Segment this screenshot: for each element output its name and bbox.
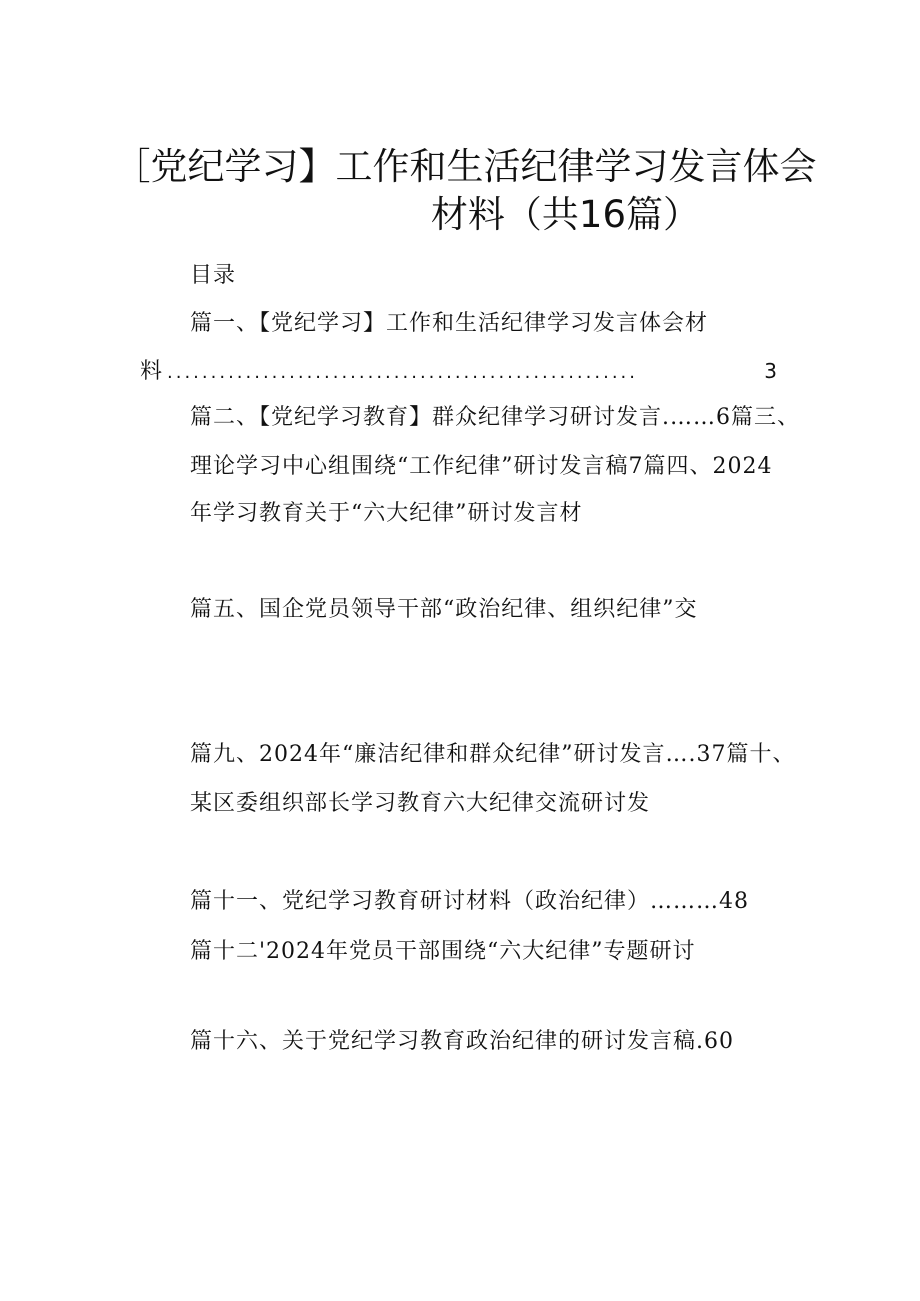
toc-leader-dots: ...................................................... [167, 362, 638, 383]
toc-entry-5: 篇五、国企党员领导干部“政治纪律、组织纪律”交 [190, 597, 698, 622]
toc-entry-10: 某区委组织部长学习教育六大纪律交流研讨发 [190, 791, 651, 816]
toc-heading: 目录 [190, 263, 237, 288]
document-title-line1: ［党纪学习】工作和生活纪律学习发言体会 [113, 145, 817, 188]
toc-entry-1-continuation [140, 354, 778, 385]
toc-page-number: 3 [764, 359, 778, 383]
toc-entry-1-tail: 料 [140, 359, 164, 384]
toc-entry-11: 篇十一、党纪学习教育研讨材料（政治纪律）………48 [190, 889, 749, 914]
toc-entry-2: 篇二、【党纪学习教育】群众纪律学习研讨发言.……6篇三、 [190, 405, 800, 430]
toc-entry-4: 年学习教育关于“六大纪律”研讨发言材 [190, 501, 583, 526]
toc-entry-3: 理论学习中心组围绕“工作纪律”研讨发言稿7篇四、2024 [190, 454, 773, 479]
toc-entry-9: 篇九、2024年“廉洁纪律和群众纪律”研讨发言….37篇十、 [190, 742, 796, 767]
toc-entry-16: 篇十六、关于党纪学习教育政治纪律的研讨发言稿.60 [190, 1029, 734, 1054]
document-title-line2: 材料（共16篇） [430, 193, 700, 236]
toc-entry-12: 篇十二'2024年党员干部围绕“六大纪律”专题研讨 [190, 939, 696, 964]
toc-entry-1: 篇一、【党纪学习】工作和生活纪律学习发言体会材 [190, 311, 709, 336]
